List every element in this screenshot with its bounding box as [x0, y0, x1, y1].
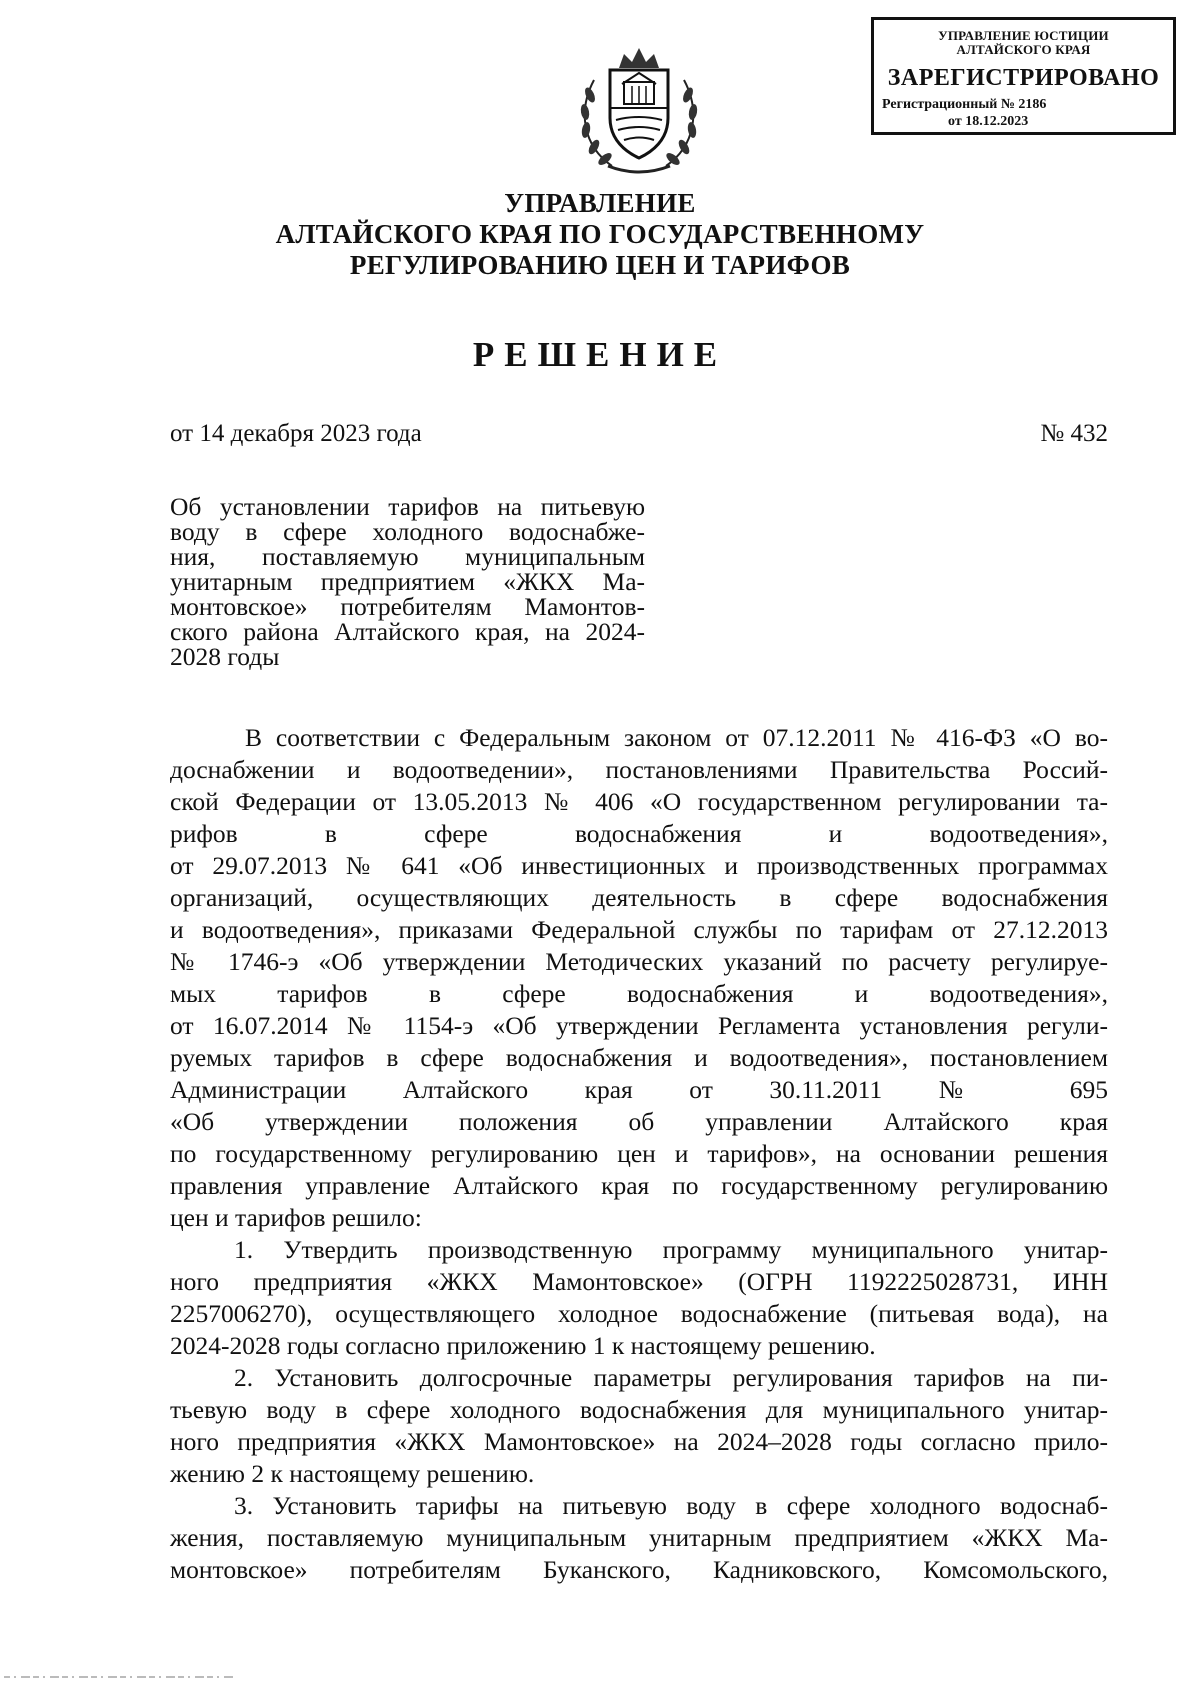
document-type-title: РЕШЕНИЕ	[472, 335, 728, 374]
body-line: доснабжении и водоотведении», постановлениями Правительства Россий-	[170, 755, 1108, 784]
body-line: № 1746-э «Об утверждении Методических указаний по расчету регулируе-	[170, 947, 1108, 976]
body-line: 2257006270), осуществляющего холодное водоснабжение (питьевая вода), на	[170, 1299, 1108, 1328]
stamp-organization	[874, 29, 1173, 57]
body-line: 2024-2028 годы согласно приложению 1 к настоящему решению.	[170, 1331, 876, 1360]
subject-line: монтовское» потребителям Мамонтов-	[170, 592, 645, 621]
authority-line-2: АЛТАЙСКОГО КРАЯ ПО ГОСУДАРСТВЕННОМУ	[275, 219, 925, 249]
stamp-registration	[874, 96, 1173, 130]
body-line: организаций, осуществляющих деятельность в сфере водоснабжения	[170, 883, 1108, 912]
body-line: по государственному регулированию цен и тарифов», на основании решения	[170, 1139, 1108, 1168]
stamp-registration-number: Регистрационный № 2186	[882, 97, 1047, 112]
body-line: 3. Установить тарифы на питьевую воду в сфере холодного водоснаб-	[234, 1491, 1108, 1520]
issuing-authority	[150, 188, 1050, 281]
body-line: руемых тарифов в сфере водоснабжения и водоотведения», постановлением	[170, 1043, 1108, 1072]
body-line: монтовское» потребителям Буканского, Кадниковского, Комсомольского,	[170, 1555, 1108, 1584]
body-line: тьевую воду в сфере холодного водоснабжения для муниципального унитар-	[170, 1395, 1108, 1424]
body-line: ного предприятия «ЖКХ Мамонтовское» на 2024–2028 годы согласно прило-	[170, 1427, 1108, 1456]
document-number: № 432	[1040, 420, 1108, 447]
body-line: от 16.07.2014 № 1154-э «Об утверждении Регламента установления регули-	[170, 1011, 1108, 1040]
body-line: рифов в сфере водоснабжения и водоотведения»,	[170, 819, 1108, 848]
authority-line-3: РЕГУЛИРОВАНИЮ ЦЕН И ТАРИФОВ	[349, 250, 851, 280]
stamp-org-line-2: АЛТАЙСКОГО КРАЯ	[956, 42, 1091, 57]
stamp-registration-date: от 18.12.2023	[948, 114, 1029, 129]
body-line: жения, поставляемую муниципальным унитарным предприятием «ЖКХ Ма-	[170, 1523, 1108, 1552]
body-line: жению 2 к настоящему решению.	[170, 1459, 535, 1488]
subject-line: 2028 годы	[170, 642, 280, 671]
authority-line-1: УПРАВЛЕНИЕ	[504, 188, 696, 218]
body-line: Администрации Алтайского края от 30.11.2011 № 695	[170, 1075, 1108, 1104]
body-line: ного предприятия «ЖКХ Мамонтовское» (ОГРН 1192225028731, ИНН	[170, 1267, 1108, 1296]
stamp-org-line-1: УПРАВЛЕНИЕ ЮСТИЦИИ	[938, 28, 1109, 43]
subject-line: ского района Алтайского края, на 2024-	[170, 617, 645, 646]
body-line: мых тарифов в сфере водоснабжения и водоотведения»,	[170, 979, 1108, 1008]
registration-stamp	[871, 17, 1176, 135]
subject-line: воду в сфере холодного водоснабже-	[170, 517, 645, 546]
body-line: ской Федерации от 13.05.2013 № 406 «О государственном регулировании та-	[170, 787, 1108, 816]
body-line: В соответствии с Федеральным законом от 07.12.2011 № 416-ФЗ «О во-	[245, 723, 1108, 752]
scan-artifact	[0, 1675, 240, 1680]
stamp-status: ЗАРЕГИСТРИРОВАНО	[887, 65, 1160, 91]
subject-line: ния, поставляемую муниципальным	[170, 542, 645, 571]
body-line: цен и тарифов решило:	[170, 1203, 422, 1232]
body-line: 1. Утвердить производственную программу муниципального унитар-	[234, 1235, 1108, 1264]
body-line: «Об утверждении положения об управлении Алтайского края	[170, 1107, 1108, 1136]
body-line: правления управление Алтайского края по государственному регулированию	[170, 1171, 1108, 1200]
document-body	[170, 722, 1108, 1586]
body-line: от 29.07.2013 № 641 «Об инвестиционных и производственных программах	[170, 851, 1108, 880]
subject-line: унитарным предприятием «ЖКХ Ма-	[170, 567, 645, 596]
altai-krai-coat-of-arms-icon	[572, 40, 706, 180]
document-date: от 14 декабря 2023 года	[170, 420, 422, 447]
body-line: 2. Установить долгосрочные параметры регулирования тарифов на пи-	[234, 1363, 1108, 1392]
body-line: и водоотведения», приказами Федеральной службы по тарифам от 27.12.2013	[170, 915, 1108, 944]
document-subject	[170, 494, 645, 669]
subject-line: Об установлении тарифов на питьевую	[170, 492, 645, 521]
